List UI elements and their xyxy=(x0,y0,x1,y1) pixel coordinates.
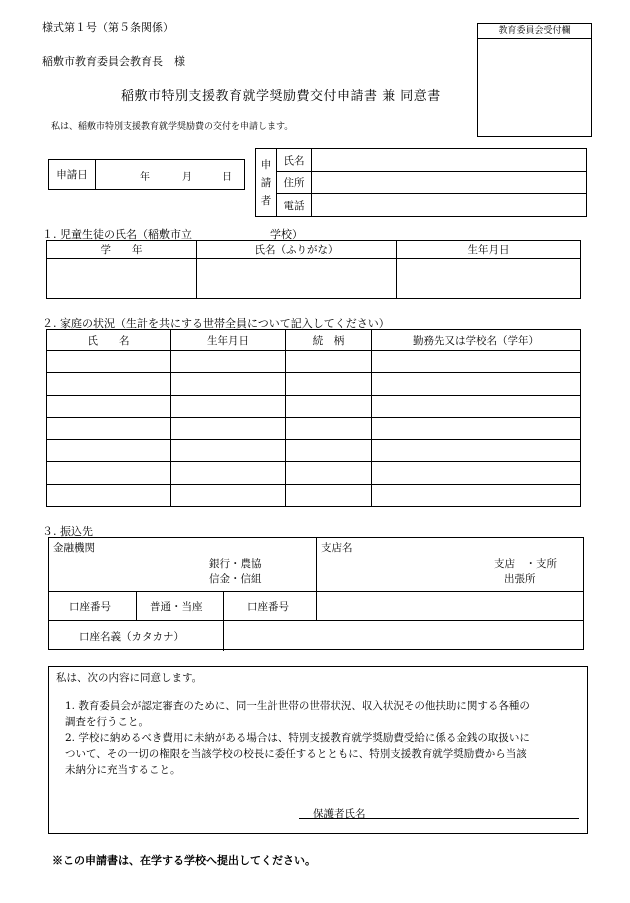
account-holder-label: 口座名義（カタカナ） xyxy=(79,631,184,643)
application-date-table xyxy=(48,159,245,190)
section2-heading: ２. 家庭の状況（生計を共にする世帯全員について記入してください） xyxy=(42,317,390,330)
table-row xyxy=(47,351,581,373)
applicant-name-label: 氏名 xyxy=(277,149,312,172)
table-row xyxy=(47,373,581,395)
member-name-cell[interactable] xyxy=(47,484,171,506)
consent-box xyxy=(48,666,588,834)
member-name-cell[interactable] xyxy=(47,395,171,417)
member-name-cell[interactable] xyxy=(47,351,171,373)
account-number-label-2: 口座番号 xyxy=(247,601,289,613)
member-name-cell[interactable] xyxy=(47,440,171,462)
bank-account-box xyxy=(48,537,584,650)
member-relationship-cell[interactable] xyxy=(286,462,372,484)
account-type-options[interactable]: 普通・当座 xyxy=(150,601,203,613)
student-name-field[interactable] xyxy=(197,259,397,299)
applicant-name-field[interactable] xyxy=(312,149,587,172)
page-title: 稲敷市特別支援教育就学奨励費交付申請書 兼 同意書 xyxy=(121,89,441,104)
member-birthdate-cell[interactable] xyxy=(171,440,286,462)
member-birthdate-cell[interactable] xyxy=(171,462,286,484)
member-relationship-cell[interactable] xyxy=(286,440,372,462)
col-grade: 学 年 xyxy=(47,241,197,259)
section1-heading-end: 学校） xyxy=(270,228,303,241)
date-year-label: 年 xyxy=(140,172,150,183)
consent-intro: 私は、次の内容に同意します。 xyxy=(56,672,203,684)
footer-note: ※この申請書は、在学する学校へ提出してください。 xyxy=(52,854,316,867)
section3-heading: ３. 振込先 xyxy=(42,525,93,538)
consent-item2-line1: 2. 学校に納めるべき費用に未納がある場合は、特別支援教育就学奨励費受給に係る金銭の取扱いに xyxy=(65,732,530,744)
col-student-name: 氏名（ふりがな） xyxy=(197,241,397,259)
member-birthdate-cell[interactable] xyxy=(171,351,286,373)
applicant-table xyxy=(255,148,587,217)
member-name-cell[interactable] xyxy=(47,462,171,484)
branch-type-1: 支店 ・支所 xyxy=(494,558,557,570)
account-holder-field[interactable] xyxy=(224,621,583,650)
bank-name-field[interactable] xyxy=(49,538,316,591)
branch-label: 支店名 xyxy=(321,542,353,554)
consent-item2-line2: ついて、その一切の権限を当該学校の校長に委任するとともに、特別支援教育就学奨励費から当該 xyxy=(65,748,527,760)
applicant-phone-field[interactable] xyxy=(312,194,587,217)
table-row xyxy=(47,440,581,462)
member-workplace-cell[interactable] xyxy=(372,417,581,439)
member-workplace-cell[interactable] xyxy=(372,351,581,373)
col-workplace: 勤務先又は学校名（学年） xyxy=(372,330,581,351)
col-member-birthdate: 生年月日 xyxy=(171,330,286,351)
bank-label: 金融機関 xyxy=(53,542,95,554)
member-workplace-cell[interactable] xyxy=(372,484,581,506)
section1-heading: １. 児童生徒の氏名（稲敷市立 xyxy=(42,228,192,241)
student-table xyxy=(46,240,581,299)
consent-item1-line2: 調査を行うこと。 xyxy=(65,716,149,728)
member-birthdate-cell[interactable] xyxy=(171,417,286,439)
table-row xyxy=(47,417,581,439)
student-birthdate-field[interactable] xyxy=(397,259,581,299)
addressee: 稲敷市教育委員会教育長 様 xyxy=(42,55,185,68)
col-birthdate: 生年月日 xyxy=(397,241,581,259)
household-table xyxy=(46,329,581,507)
member-workplace-cell[interactable] xyxy=(372,462,581,484)
member-workplace-cell[interactable] xyxy=(372,440,581,462)
table-row xyxy=(47,395,581,417)
date-day-label: 日 xyxy=(222,172,232,183)
member-relationship-cell[interactable] xyxy=(286,484,372,506)
branch-type-2: 出張所 xyxy=(504,573,536,585)
bank-type-1: 銀行・農協 xyxy=(209,558,262,570)
account-number-label: 口座番号 xyxy=(69,601,111,613)
intro-text: 私は、稲敷市特別支援教育就学奨励費の交付を申請します。 xyxy=(51,122,294,132)
bank-type-2: 信金・信組 xyxy=(209,573,262,585)
member-workplace-cell[interactable] xyxy=(372,395,581,417)
guardian-signature-line[interactable] xyxy=(299,818,579,819)
table-row xyxy=(47,462,581,484)
account-number-field[interactable] xyxy=(317,592,583,620)
member-relationship-cell[interactable] xyxy=(286,351,372,373)
date-month-label: 月 xyxy=(182,172,192,183)
member-name-cell[interactable] xyxy=(47,417,171,439)
member-birthdate-cell[interactable] xyxy=(171,373,286,395)
consent-item1-line1: 1. 教育委員会が認定審査のために、同一生計世帯の世帯状況、収入状況その他扶助に関する各種の xyxy=(65,700,530,712)
reception-box-label: 教育委員会受付欄 xyxy=(478,24,591,39)
member-name-cell[interactable] xyxy=(47,373,171,395)
col-relationship: 続 柄 xyxy=(286,330,372,351)
col-member-name: 氏 名 xyxy=(47,330,171,351)
member-relationship-cell[interactable] xyxy=(286,373,372,395)
application-date-label: 申請日 xyxy=(49,160,96,190)
applicant-section-label: 申請者 xyxy=(256,149,277,217)
applicant-address-field[interactable] xyxy=(312,172,587,194)
member-birthdate-cell[interactable] xyxy=(171,484,286,506)
consent-item2-line3: 未納分に充当すること。 xyxy=(65,764,181,776)
member-birthdate-cell[interactable] xyxy=(171,395,286,417)
applicant-address-label: 住所 xyxy=(277,172,312,194)
application-date-field[interactable] xyxy=(96,160,245,190)
applicant-phone-label: 電話 xyxy=(277,194,312,217)
member-relationship-cell[interactable] xyxy=(286,395,372,417)
student-grade-field[interactable] xyxy=(47,259,197,299)
form-number: 様式第１号（第５条関係） xyxy=(42,21,174,34)
reception-box xyxy=(477,23,592,137)
member-workplace-cell[interactable] xyxy=(372,373,581,395)
member-relationship-cell[interactable] xyxy=(286,417,372,439)
guardian-label: 保護者氏名 xyxy=(313,808,366,820)
table-row xyxy=(47,484,581,506)
